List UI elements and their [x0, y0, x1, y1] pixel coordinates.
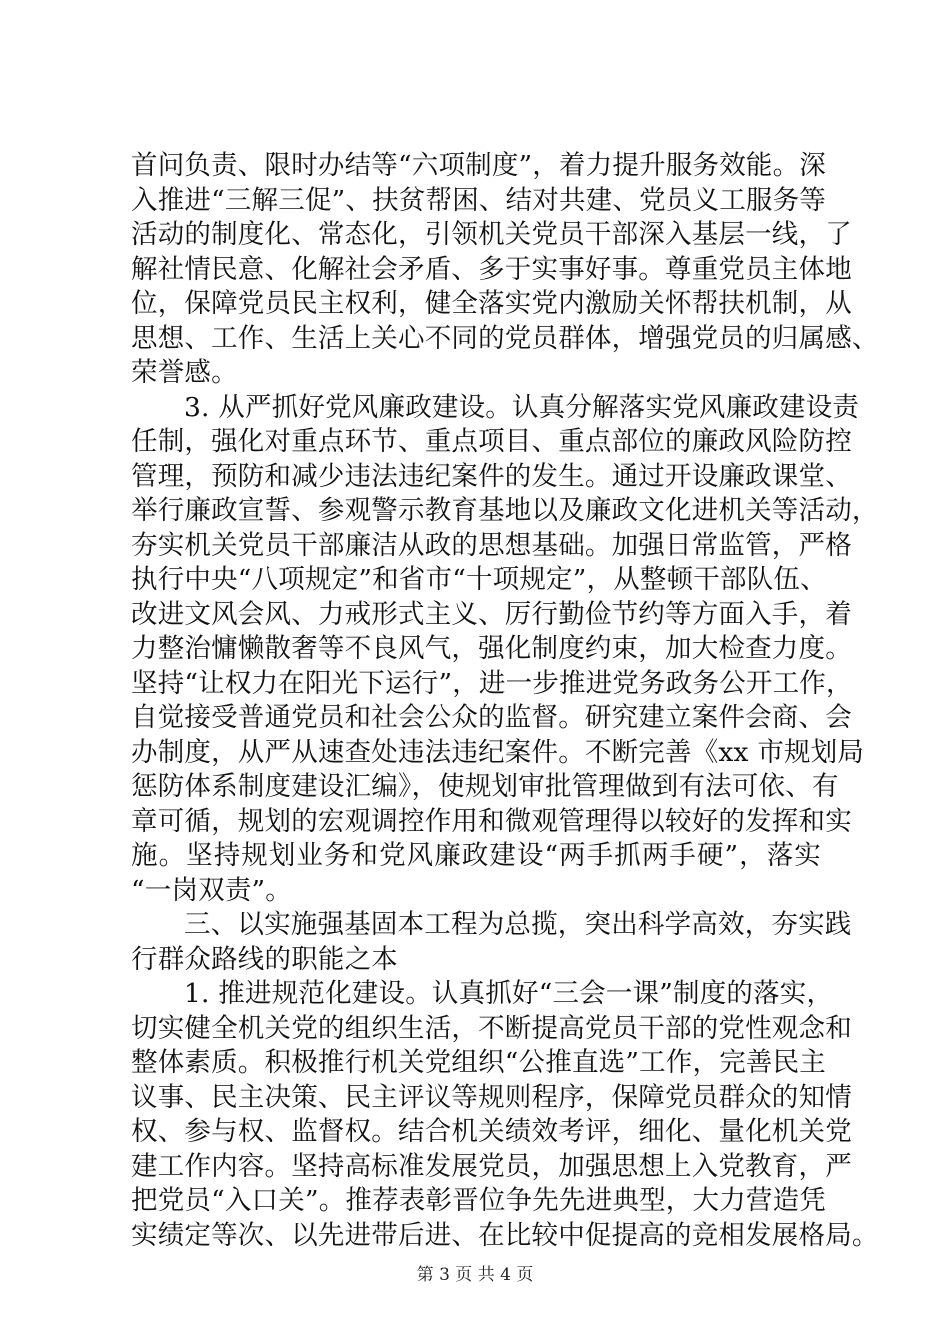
paragraph-first-line: 3. 从严抓好党风廉政建设。认真分解落实党风廉政建设责	[184, 391, 860, 423]
page-number-footer: 第 3 页 共 4 页	[416, 1265, 534, 1285]
text-line: 议事、民主决策、民主评议等规则程序，保障党员群众的知情	[131, 1081, 852, 1113]
text-line: 举行廉政宣誓、参观警示教育基地以及廉政文化进机关等活动，	[131, 495, 879, 526]
text-line: 夯实机关党员干部廉洁从政的思想基础。加强日常监管，严格	[131, 529, 852, 561]
text-line: 位，保障党员民主权利，健全落实党内激励关怀帮扶机制，从	[131, 288, 852, 319]
text-line: 力整治慵懒散奢等不良风气，强化制度约束，加大检查力度。	[131, 633, 852, 664]
text-line: 办制度，从严从速查处违法违纪案件。不断完善《xx 市规划局	[131, 736, 865, 768]
text-line: 任制，强化对重点环节、重点项目、重点部位的廉政风险防控	[131, 426, 852, 457]
text-line: 执行中央“八项规定”和省市“十项规定”，从整顿干部队伍、	[131, 564, 827, 595]
text-line: 实绩定等次、以先进带后进、在比较中促提高的竞相发展格局。	[131, 1219, 879, 1251]
section-heading: 三、以实施强基固本工程为总揽，突出科学高效，夯实践	[184, 909, 852, 940]
text-line: 惩防体系制度建设汇编》，使规划审批管理做到有法可依、有	[131, 771, 839, 802]
section-heading: 行群众路线的职能之本	[131, 943, 398, 975]
text-line: 权、参与权、监督权。结合机关绩效考评，细化、量化机关党	[131, 1116, 852, 1147]
text-line: 施。坚持规划业务和党风廉政建设“两手抓两手硬”，落实	[131, 840, 821, 871]
text-line: 解社情民意、化解社会矛盾、多于实事好事。尊重党员主体地	[131, 253, 852, 285]
text-line: 活动的制度化、常态化，引领机关党员干部深入基层一线，了	[131, 219, 852, 250]
text-line: 首问负责、限时办结等“六项制度”，着力提升服务效能。深	[131, 150, 826, 181]
text-line: 自觉接受普通党员和社会公众的监督。研究建立案件会商、会	[131, 702, 852, 733]
text-line: 思想、工作、生活上关心不同的党员群体，增强党员的归属感、	[131, 322, 879, 354]
text-line: 整体素质。积极推行机关党组织“公推直选”工作，完善民主	[131, 1047, 826, 1078]
text-line: “一岗双责”。	[131, 874, 292, 906]
text-line: 章可循，规划的宏观调控作用和微观管理得以较好的发挥和实	[131, 805, 852, 837]
body-text	[131, 149, 879, 1253]
text-line: 荣誉感。	[131, 357, 238, 388]
text-line: 切实健全机关党的组织生活，不断提高党员干部的党性观念和	[131, 1012, 852, 1044]
text-line: 入推进“三解三促”、扶贫帮困、结对共建、党员义工服务等	[131, 184, 826, 216]
text-line: 坚持“让权力在阳光下运行”，进一步推进党务政务公开工作，	[131, 667, 853, 699]
text-line: 建工作内容。坚持高标准发展党员，加强思想上入党教育，严	[131, 1150, 852, 1182]
paragraph-first-line: 1. 推进规范化建设。认真抓好“三会一课”制度的落实，	[184, 978, 834, 1009]
text-line: 管理，预防和减少违法违纪案件的发生。通过开设廉政课堂、	[131, 460, 852, 492]
text-line: 改进文风会风、力戒形式主义、厉行勤俭节约等方面入手，着	[131, 598, 852, 630]
text-line: 把党员“入口关”。推荐表彰晋位争先先进典型，大力营造凭	[131, 1185, 826, 1216]
